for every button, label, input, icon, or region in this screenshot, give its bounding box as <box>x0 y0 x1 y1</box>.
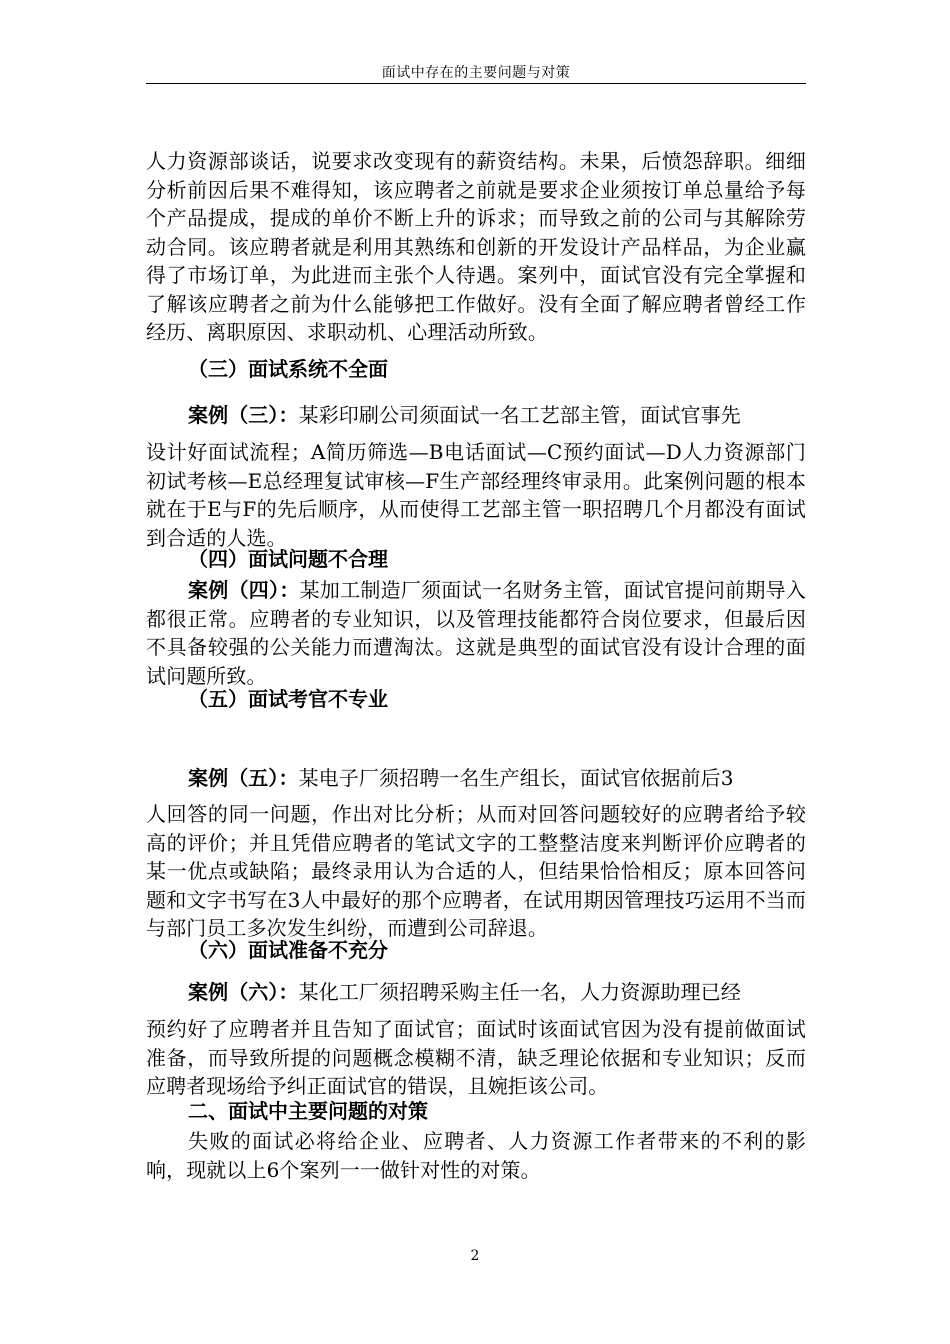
section-heading-3: （三）面试系统不全面 <box>188 357 388 381</box>
case-6-first-text: 某化工厂须招聘采购主任一名，人力资源助理已经 <box>298 980 741 1004</box>
case-6-body: 预约好了应聘者并且告知了面试官；面试时该面试官因为没有提前做面试准备，而导致所提的问题概念模糊不清，缺乏理论依据和专业知识；反而应聘者现场给予纠正面试官的错误，且婉拒该公司。 <box>146 1017 806 1098</box>
page-number: 2 <box>470 1248 480 1264</box>
header-rule <box>146 83 806 84</box>
case-5-body: 人回答的同一问题，作出对比分析；从而对回答问题较好的应聘者给予较高的评价；并且凭借应聘者的笔试文字的工整整洁度来判断评价应聘者的某一优点或缺陷；最终录用认为合适的人，但结果恰恰相反；原本回答问题和文字书写在3人中最好的那个应聘者，在试用期因管理技巧运用不当而与部门员工多次发生纠纷，而遭到公司辞退。 <box>146 802 806 940</box>
case-5-first-text: 某电子厂须招聘一名生产组长，面试官依据前后3 <box>298 766 734 790</box>
case-4-paragraph <box>146 576 806 690</box>
section-heading-6: （六）面试准备不充分 <box>188 938 388 962</box>
section-heading-two: 二、面试中主要问题的对策 <box>188 1099 428 1123</box>
case-3-body: 设计好面试流程；A简历筛选—B电话面试—C预约面试—D人力资源部门初试考核—E总经理复试审核—F生产部经理终审录用。此案例问题的根本就在于E与F的先后顺序，从而使得工艺部主管一职招聘几个月都没有面试到合适的人选。 <box>146 440 806 550</box>
section-heading-4: （四）面试问题不合理 <box>188 547 388 571</box>
case-3-first-text: 某彩印刷公司须面试一名工艺部主管，面试官事先 <box>298 403 741 427</box>
final-paragraph: 失败的面试必将给企业、应聘者、人力资源工作者带来的不利的影响，现就以上6个案列一一做针对性的对策。 <box>146 1129 806 1182</box>
intro-paragraph: 人力资源部谈话，说要求改变现有的薪资结构。未果，后愤怨辞职。细细分析前因后果不难得知，该应聘者之前就是要求企业须按订单总量给予每个产品提成，提成的单价不断上升的诉求；而导致之前的公司与其解除劳动合同。该应聘者就是利用其熟练和创新的开发设计产品样品，为企业赢得了市场订单，为此进而主张个人待遇。案列中，面试官没有完全掌握和了解该应聘者之前为什么能够把工作做好。没有全面了解应聘者曾经工作经历、离职原因、求职动机、心理活动所致。 <box>146 149 806 344</box>
case-4-label: 案例（四）： <box>188 578 300 602</box>
page-header: 面试中存在的主要问题与对策 <box>381 65 571 81</box>
case-6-first-line <box>146 978 806 1007</box>
case-5-label: 案例（五）： <box>188 766 299 790</box>
section-heading-5: （五）面试考官不专业 <box>188 687 388 711</box>
case-3-first-line <box>146 401 806 430</box>
case-4-text: 某加工制造厂须面试一名财务主管，面试官提问前期导入都很正常。应聘者的专业知识，以及管理技能都符合岗位要求，但最后因不具备较强的公关能力而遭淘汰。这就是典型的面试官没有设计合理的面试问题所致。 <box>146 578 806 688</box>
case-5-first-line <box>146 764 806 793</box>
case-6-label: 案例（六）： <box>188 980 299 1004</box>
case-3-label: 案例（三）： <box>188 403 299 427</box>
